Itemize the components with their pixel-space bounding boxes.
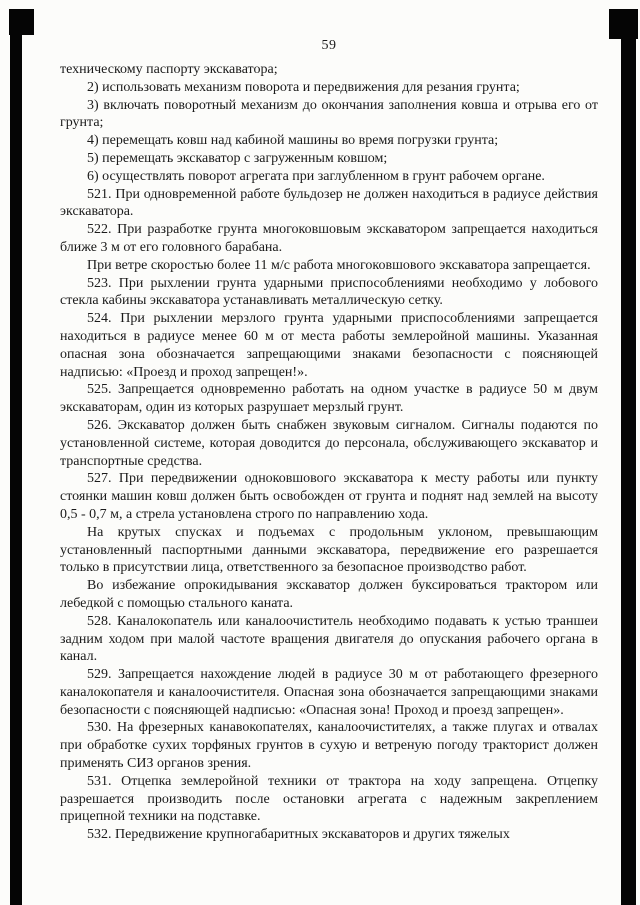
paragraph: техническому паспорту экскаватора; [60,62,278,77]
paragraph: 530. На фрезерных канавокопателях, каналоочистителях, а также плугах и отвалах при обработке сухих торфяных грунтов в сухую и ветреную погоду тракторист должен применять СИЗ органов зрения. [60,720,598,772]
paragraph: 527. При передвижении одноковшового экскаватора к месту работы или пункту стоянки машин ковш должен быть освобожден от грунта и поднят над землей на высоту 0,5 - 0,7 м, а стрела установлена строго по направлению хода. [60,471,598,522]
scan-artifact-left-bar [10,9,22,905]
paragraph: 524. При рыхлении мерзлого грунта ударными приспособлениями запрещается находиться в радиусе менее 60 м от места работы землеройной машины. Указанная опасная зона обозначается запрещающими знаками безопасности с поясняющей надписью: «Проезд и проход запрещен!». [60,311,598,380]
scan-artifact-right-bar [621,9,636,905]
page-number: 59 [321,38,337,53]
paragraph: На крутых спусках и подъемах с продольным уклоном, превышающим установленный паспортными данными экскаватора, передвижение его разрешается только в присутствии лица, ответственного за безопасное производство работ. [60,524,598,576]
paragraph: Во избежание опрокидывания экскаватор должен буксироваться трактором или лебедкой с помощью стального каната. [60,578,598,611]
paragraph: 525. Запрещается одновременно работать на одном участке в радиусе 50 м двум экскаваторам, один из которых разрушает мерзлый грунт. [60,382,598,416]
paragraph: 521. При одновременной работе бульдозер не должен находиться в радиусе действия экскаватора. [60,186,598,220]
paragraph: При ветре скоростью более 11 м/с работа многоковшового экскаватора запрещается. [87,257,591,273]
paragraph: 2) использовать механизм поворота и передвижения для резания грунта; [87,79,520,95]
paragraph: 528. Каналокопатель или каналоочиститель необходимо подавать к устью траншеи задним ходом при малой частоте вращения двигателя до опускания рабочего органа в канал. [60,613,598,665]
paragraph: 526. Экскаватор должен быть снабжен звуковым сигналом. Сигналы подаются по установленной системе, которая доводится до персонала, обслуживающего экскаватор и транспортные средства. [60,417,598,469]
paragraph: 5) перемещать экскаватор с загруженным ковшом; [87,150,388,166]
paragraph: 6) осуществлять поворот агрегата при заглубленном в грунт рабочем органе. [87,168,545,184]
paragraph: 529. Запрещается нахождение людей в радиусе 30 м от работающего фрезерного каналокопателя и каналоочистителя. Опасная зона обозначается запрещающими знаками безопасности с поясняющей надписью: «Опасная зона! Проход и проезд запрещен». [60,667,598,718]
paragraph: 522. При разработке грунта многоковшовым экскаватором запрещается находиться ближе 3 м от его головного барабана. [60,222,598,255]
document-body [60,61,598,844]
paragraph: 531. Отцепка землеройной техники от трактора на ходу запрещена. Отцепку разрешается производить после остановки агрегата с надежным закреплением прицепной техники на подставке. [60,773,598,825]
paragraph: 523. При рыхлении грунта ударными приспособлениями необходимо у лобового стекла кабины экскаватора устанавливать металлическую сетку. [60,275,598,309]
paragraph: 532. Передвижение крупногабаритных экскаваторов и других тяжелых [87,827,510,843]
paragraph: 3) включать поворотный механизм до окончания заполнения ковша и отрыва его от грунта; [60,97,598,131]
paragraph: 4) перемещать ковш над кабиной машины во время погрузки грунта; [87,133,499,149]
